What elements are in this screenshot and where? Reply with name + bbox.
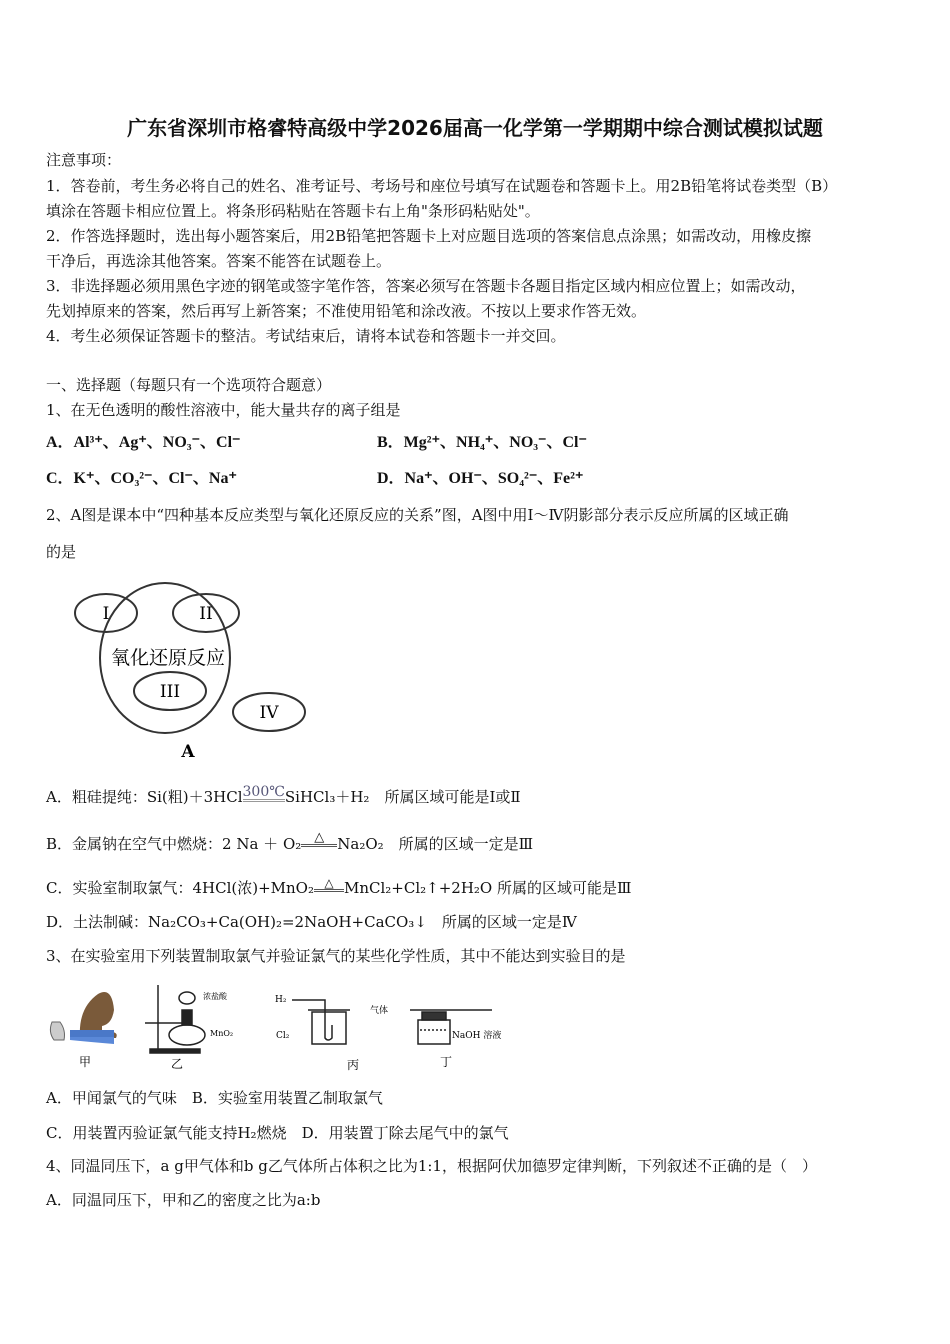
notice-line: 2．作答选择题时，选出每小题答案后，用2B铅笔把答题卡上对应题目选项的答案信息点涂黑；如需改动，用橡皮擦 [46,227,812,245]
notice-line: 先划掉原来的答案，然后再写上新答案；不准使用铅笔和涂改液。不按以上要求作答无效。 [46,302,647,320]
q1-option-d: D．Na⁺、OH⁻、SO₄²⁻、Fe²⁺ [377,470,584,487]
equation-left: A．粗硅提纯：Si(粗)＋3HCl [46,788,243,806]
equation-left: C．实验室制取氯气：4HCl(浓)+MnO₂ [46,879,314,897]
q2-stem-cont: 的是 [46,543,77,561]
q3-stem: 3、在实验室用下列装置制取氯气并验证氯气的某些化学性质，其中不能达到实验目的是 [46,947,626,965]
q1-option-a: A．Al³⁺、Ag⁺、NO₃⁻、Cl⁻ [46,434,241,451]
equation-right: Na₂O₂ 所属的区域一定是Ⅲ [337,835,534,853]
notice-line: 4．考生必须保证答题卡的整洁。考试结束后，请将本试卷和答题卡一并交回。 [46,327,566,345]
notice-line: 干净后，再选涂其他答案。答案不能答在试题卷上。 [46,252,392,270]
notice-line: 3．非选择题必须用黑色字迹的钢笔或签字笔作答，答案必须写在答题卡各题目指定区域内相应位置上；如需改动， [46,277,806,295]
page-title: 广东省深圳市格睿特高级中学2026届高一化学第一学期期中综合测试模拟试题 [127,116,823,140]
label-h2: H₂ [275,995,287,1005]
label-hcl: 浓盐酸 [203,992,227,1001]
q3-options-cd: C．用装置丙验证氯气能支持H₂燃烧 D．用装置丁除去尾气中的氯气 [46,1124,509,1142]
notice-heading: 注意事项： [46,151,122,169]
notice-line: 填涂在答题卡相应位置上。将条形码粘贴在答题卡右上角"条形码粘贴处"。 [46,202,540,220]
heat-condition: △ [314,877,344,892]
fig-label: 丙 [346,1058,360,1072]
q2-option-c [46,877,631,898]
venn-diagram [60,580,320,765]
equation-right: SiHCl₃＋H₂ 所属区域可能是Ⅰ或Ⅱ [284,788,521,806]
q1-stem: 1、在无色透明的酸性溶液中，能大量共存的离子组是 [46,401,401,419]
q1-option-c: C．K⁺、CO₃²⁻、Cl⁻、Na⁺ [46,470,237,487]
equation-right: MnCl₂+Cl₂↑+2H₂O 所属的区域可能是Ⅲ [343,879,632,897]
label-cl2: Cl₂ [276,1031,290,1041]
fig-label: 甲 [78,1055,92,1069]
fig-label: 乙 [170,1057,184,1071]
q3-options-ab: A．甲闻氯气的气味 B．实验室用装置乙制取氯气 [46,1089,383,1107]
section-heading: 一、选择题（每题只有一个选项符合题意） [46,376,332,394]
diagram-caption: A [181,742,195,762]
apparatus-yi [145,985,205,1053]
equation-left: B．金属钠在空气中燃烧：2 Na ＋ O₂ [46,835,302,853]
q4-stem: 4、同温同压下，a g甲气体和b g乙气体所占体积之比为1:1，根据阿伏加德罗定律判断，下列叙述不正确的是（ ） [46,1157,817,1175]
q2-stem: 2、A图是课本中“四种基本反应类型与氧化还原反应的关系”图，A图中用Ⅰ～Ⅳ阴影部分表示反应所属的区域正确 [46,506,789,524]
q2-option-b [46,831,533,854]
notice-line: 1．答卷前，考生务必将自己的姓名、准考证号、考场号和座位号填写在试题卷和答题卡上。用2B铅笔将试卷类型（B） [46,177,838,195]
region-label: II [199,604,213,624]
heat-condition: △ [301,831,337,847]
q4-option-a: A．同温同压下，甲和乙的密度之比为a:b [46,1191,321,1209]
q1-option-b: B．Mg²⁺、NH₄⁺、NO₃⁻、Cl⁻ [377,434,587,451]
label-gas: 气体 [370,1006,389,1016]
reaction-condition: 300℃ [242,784,285,800]
region-label: IV [259,703,279,723]
q2-option-d: D．土法制碱：Na₂CO₃+Ca(OH)₂=2NaOH+CaCO₃↓ 所属的区域一定是Ⅳ [46,913,577,931]
label-mno2: MnO₂ [210,1029,234,1038]
q2-option-a [46,785,521,807]
label-naoh: NaOH 溶液 [452,1031,502,1041]
person-smelling-figure [50,992,116,1044]
apparatus-bing [292,1000,350,1044]
region-label: I [102,604,110,624]
fig-label: 丁 [439,1055,453,1069]
redox-label: 氧化还原反应 [110,647,226,669]
apparatus-figures [40,980,540,1075]
region-label: III [159,682,181,702]
